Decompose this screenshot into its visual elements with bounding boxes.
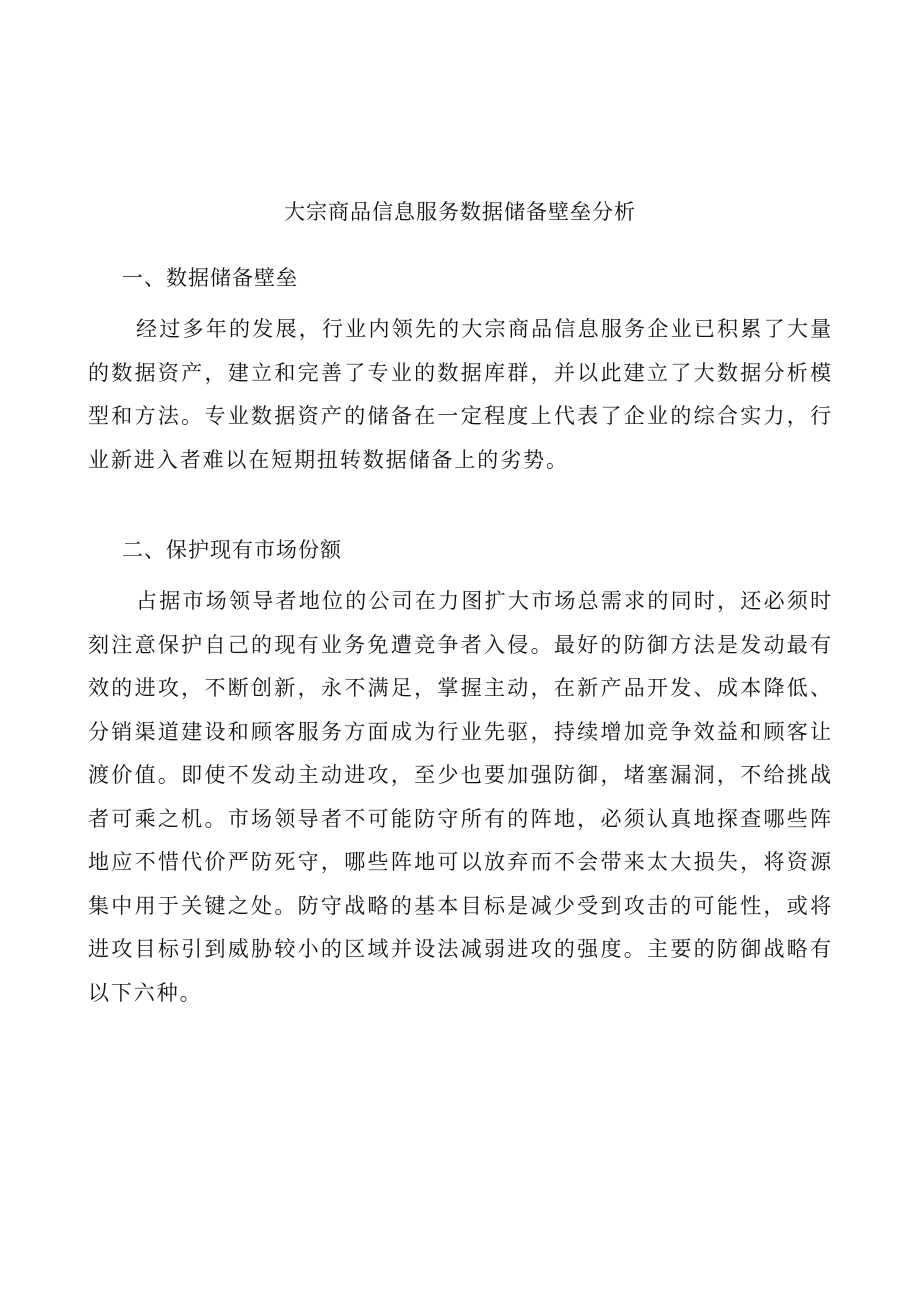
section-paragraph-data-reserve-barrier: 经过多年的发展，行业内领先的大宗商品信息服务企业已积累了大量的数据资产，建立和完善了专业的数据库群，并以此建立了大数据分析模型和方法。专业数据资产的储备在一定程度上代表了企业的综合实力，行业新进入者难以在短期扭转数据储备上的劣势。 (88, 317, 833, 472)
section-heading-protect-market-share: 二、保护现有市场份额 (122, 538, 342, 562)
section-paragraph-protect-market-share: 占据市场领导者地位的公司在力图扩大市场总需求的同时，还必须时刻注意保护自己的现有业务免遭竞争者入侵。最好的防御方法是发动最有效的进攻，不断创新，永不满足，掌握主动，在新产品开发、成本降低、分销渠道建设和顾客服务方面成为行业先驱，持续增加竞争效益和顾客让渡价值。即使不发动主动进攻，至少也要加强防御，堵塞漏洞，不给挑战者可乘之机。市场领导者不可能防守所有的阵地，必须认真地探查哪些阵地应不惜代价严防死守，哪些阵地可以放弃而不会带来太大损失，将资源集中用于关键之处。防守战略的基本目标是减少受到攻击的可能性，或将进攻目标引到威胁较小的区域并设法减弱进攻的强度。主要的防御战略有以下六种。 (88, 589, 833, 1005)
page-title: 大宗商品信息服务数据储备壁垒分析 (284, 200, 636, 224)
section-heading-data-reserve-barrier: 一、数据储备壁垒 (122, 266, 298, 290)
